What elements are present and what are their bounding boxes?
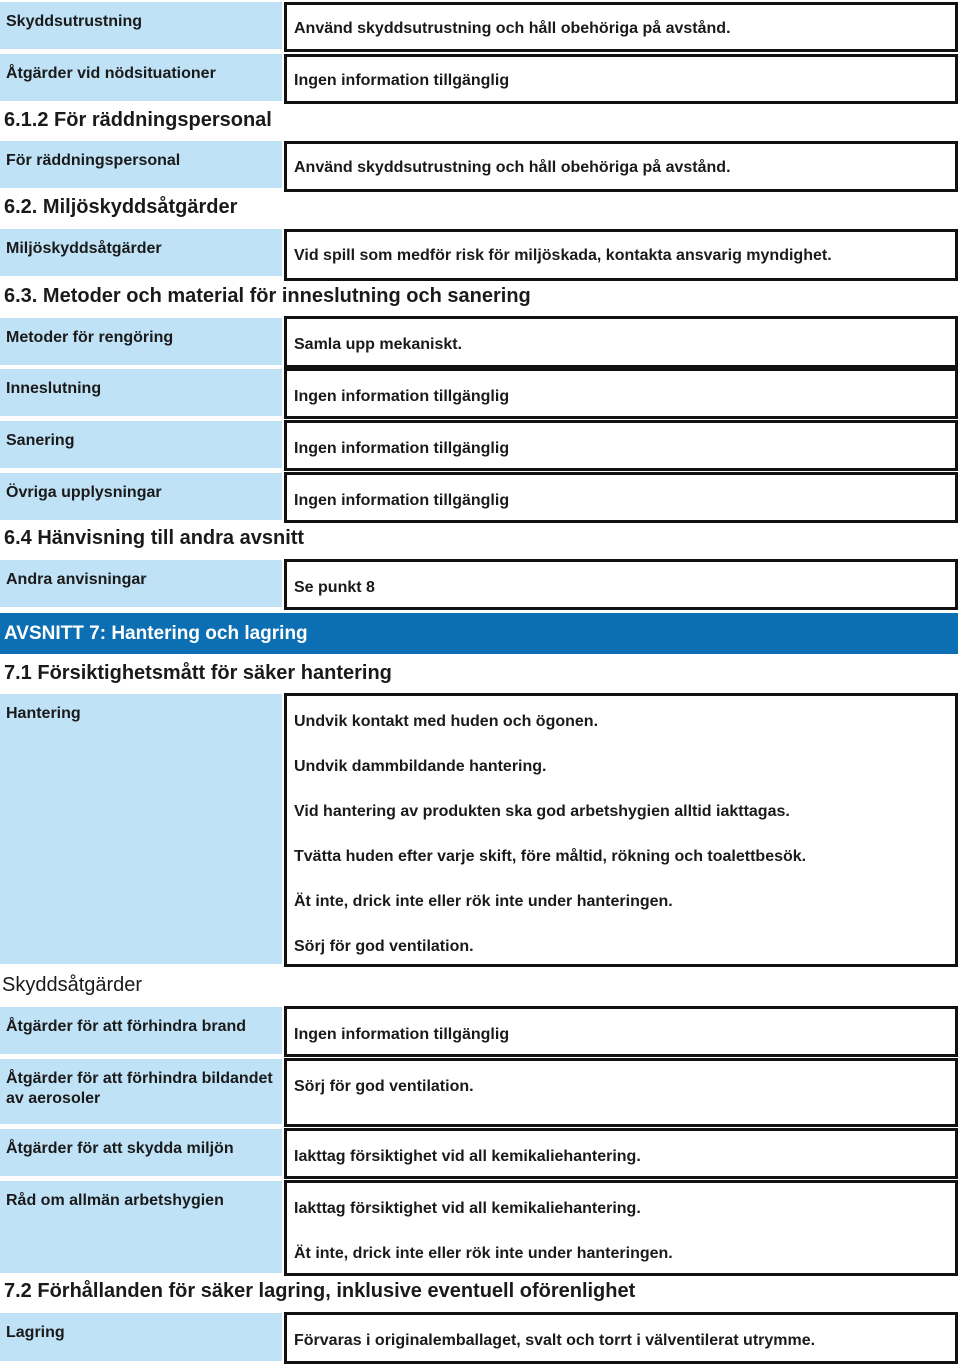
heading-6-2: 6.2. Miljöskyddsåtgärder <box>4 196 238 218</box>
value-for-raddningspersonal <box>284 141 958 192</box>
label-lagring: Lagring <box>0 1313 282 1361</box>
label-for-raddningspersonal: För räddningspersonal <box>0 141 282 188</box>
value-skyddsutrustning <box>284 2 958 52</box>
value-text: Vid spill som medför risk för miljöskada, kontakta ansvarig myndighet. <box>294 247 832 264</box>
heading-7-2: 7.2 Förhållanden för säker lagring, inklusive eventuell oförenlighet <box>4 1280 636 1302</box>
value-lagring <box>284 1312 958 1364</box>
value-text: Använd skyddsutrustning och håll obehöriga på avstånd. <box>294 159 731 176</box>
value-allman-arbetshygien <box>284 1180 958 1276</box>
handling-line: Vid hantering av produkten ska god arbetshygien alltid iakttagas. <box>294 803 790 820</box>
handling-line: Undvik dammbildande hantering. <box>294 758 547 775</box>
value-atgarder-nodsituationer <box>284 54 958 104</box>
handling-line: Tvätta huden efter varje skift, före måltid, rökning och toalettbesök. <box>294 848 807 865</box>
value-forhindra-brand <box>284 1006 958 1057</box>
value-text: Ingen information tillgänglig <box>294 388 510 405</box>
label-skyddsutrustning: Skyddsutrustning <box>0 2 282 49</box>
label-andra-anvisningar: Andra anvisningar <box>0 560 282 607</box>
heading-6-4: 6.4 Hänvisning till andra avsnitt <box>4 527 305 549</box>
value-forhindra-aerosoler <box>284 1058 958 1127</box>
handling-line: Ät inte, drick inte eller rök inte under hanteringen. <box>294 893 673 910</box>
label-inneslutning: Inneslutning <box>0 369 282 416</box>
label-miljoskyddsatgarder: Miljöskyddsåtgärder <box>0 229 282 276</box>
value-hantering <box>284 693 958 967</box>
handling-line: Sörj för god ventilation. <box>294 938 474 955</box>
value-ovriga-upplysningar <box>284 472 958 523</box>
heading-7-1: 7.1 Försiktighetsmått för säker hantering <box>4 662 392 684</box>
value-sanering <box>284 420 958 471</box>
value-text: Sörj för god ventilation. <box>294 1078 474 1095</box>
value-text: Förvaras i originalemballaget, svalt och torrt i välventilerat utrymme. <box>294 1332 816 1349</box>
label-ovriga-upplysningar: Övriga upplysningar <box>0 473 282 520</box>
label-metoder-rengoring: Metoder för rengöring <box>0 318 282 365</box>
value-text: Se punkt 8 <box>294 579 375 596</box>
handling-line: Undvik kontakt med huden och ögonen. <box>294 713 599 730</box>
value-text: Samla upp mekaniskt. <box>294 336 463 353</box>
value-metoder-rengoring <box>284 316 958 368</box>
heading-6-3: 6.3. Metoder och material för inneslutning och sanering <box>4 285 531 307</box>
value-text: Använd skyddsutrustning och håll obehöriga på avstånd. <box>294 20 731 37</box>
value-text: Ingen information tillgänglig <box>294 440 510 457</box>
label-allman-arbetshygien: Råd om allmän arbetshygien <box>0 1181 282 1273</box>
value-andra-anvisningar <box>284 559 958 610</box>
label-forhindra-aerosoler <box>0 1059 282 1124</box>
value-text: Ingen information tillgänglig <box>294 1026 510 1043</box>
hygiene-line: Ät inte, drick inte eller rök inte under hanteringen. <box>294 1245 673 1262</box>
label-line: bildandet av aerosoler <box>6 1070 273 1107</box>
section-7-banner: AVSNITT 7: Hantering och lagring <box>0 613 958 654</box>
value-text: Ingen information tillgänglig <box>294 72 510 89</box>
label-line: Åtgärder för att förhindra <box>6 1070 198 1087</box>
value-miljoskyddsatgarder <box>284 229 958 281</box>
value-inneslutning <box>284 368 958 419</box>
label-atgarder-nodsituationer: Åtgärder vid nödsituationer <box>0 54 282 101</box>
heading-skyddsatgarder: Skyddsåtgärder <box>2 974 143 996</box>
label-sanering: Sanering <box>0 421 282 468</box>
value-skydda-miljon <box>284 1128 958 1179</box>
heading-6-1-2: 6.1.2 För räddningspersonal <box>4 109 272 131</box>
hygiene-line: Iakttag försiktighet vid all kemikaliehantering. <box>294 1200 641 1217</box>
value-text: Ingen information tillgänglig <box>294 492 510 509</box>
label-hantering: Hantering <box>0 694 282 964</box>
label-skydda-miljon: Åtgärder för att skydda miljön <box>0 1129 282 1176</box>
label-forhindra-brand: Åtgärder för att förhindra brand <box>0 1007 282 1054</box>
value-text: Iakttag försiktighet vid all kemikaliehantering. <box>294 1148 641 1165</box>
